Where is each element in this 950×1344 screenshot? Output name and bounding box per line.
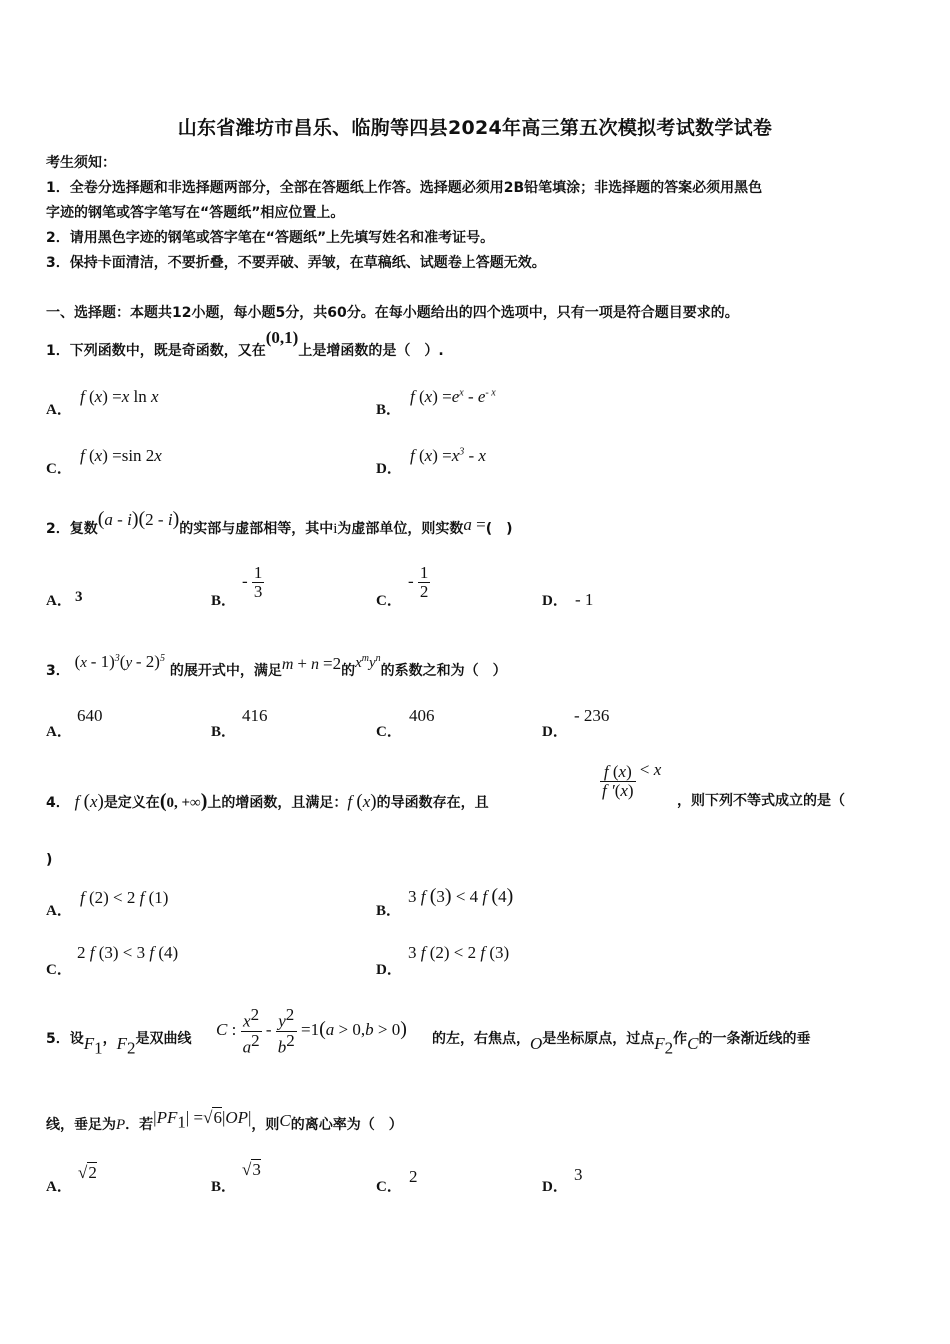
q5-condition: $|PF_1| =√6|OP|$ [153, 1108, 252, 1132]
q1-option-c-math: f (x) =sin 2x [80, 446, 162, 465]
q2-text-part3: 为虚部单位，则实数 [337, 521, 464, 537]
q4-close-paren: ) [46, 852, 53, 868]
q5-text-line2 [46, 1108, 403, 1138]
q3-number: 3． [46, 663, 70, 679]
q4-option-b-label: B． [376, 903, 402, 919]
q2-option-d-value: - 1 [575, 590, 594, 609]
q3-option-c-label: C． [376, 724, 402, 740]
q2-text-part4: ( ) [485, 521, 513, 537]
q2-text [46, 508, 513, 539]
q4-option-b-math: 3 f (3) < 4 f (4) [408, 885, 514, 907]
notice-line-1a: 1．全卷分选择题和非选择题两部分，全部在答题纸上作答。选择题必须用2B铅笔填涂；非选择题的答案必须用黑色 [46, 180, 763, 196]
q5-text-part8: 线，垂足为 [46, 1117, 116, 1133]
q5-C-2: C [279, 1111, 291, 1130]
q2-option-d-label: D． [542, 593, 568, 609]
q5-text-line1-cont [432, 1028, 811, 1058]
q2-var-a: a = [463, 515, 486, 534]
q1-option-b-math: f $(x) =e^x - e^{- x}$ [410, 387, 496, 406]
q3-text-part2: 的 [341, 663, 356, 679]
q5-text-part6: 作 [673, 1031, 688, 1047]
q2-text-part2: 的实部与虚部相等，其中 [179, 521, 334, 537]
q5-F2-point: $F_2$ [654, 1034, 674, 1058]
q3-option-d-value: - 236 [574, 706, 610, 725]
q5-text-part11: 的离心率为（ ） [290, 1117, 403, 1133]
q1-interval: (0,1) [265, 328, 299, 347]
q4-text-part3: 的导函数存在，且 [376, 795, 489, 811]
q4-text [46, 790, 489, 813]
q3-condition: m + n =2 [281, 654, 342, 673]
q5-option-a-label: A． [46, 1179, 72, 1195]
q5-text-part7: 的一条渐近线的垂 [698, 1031, 811, 1047]
q3-option-b-value: 416 [242, 706, 268, 725]
q4-option-a-math: f (2) < 2 f (1) [80, 888, 169, 907]
q2-option-a-label: A． [46, 593, 72, 609]
q2-text-part1: 2．复数 [46, 521, 98, 537]
q3-text [46, 652, 507, 680]
q3-text-part3: 的系数之和为（ ） [380, 663, 507, 679]
q3-term: $x^my^n$ [355, 653, 381, 671]
q1-text-part1: 1．下列函数中，既是奇函数，又在 [46, 343, 266, 359]
q1-option-a-label: A． [46, 402, 72, 418]
q4-option-c-label: C． [46, 962, 72, 978]
q5-hyperbola-equation: C : $\frac{x^2}{a^2}$ - $\frac{y^2}{b^2}$ =1(a > 0,b > 0) [216, 1005, 407, 1057]
q1-option-d-math: f $(x) =x^3 - x$ [410, 446, 486, 465]
q5-text-part3: 是双曲线 [135, 1031, 192, 1047]
q2-option-a-value: 3 [75, 589, 83, 605]
q1-text [46, 328, 444, 360]
q1-option-c-label: C． [46, 461, 72, 477]
q4-fx-2: f (x) [347, 791, 377, 812]
q3-binomial-expression: (x - 1)$^3$(y - 2)$^5$ [74, 652, 165, 671]
q2-option-b-math: - $\frac{1}{3}$ [242, 563, 263, 601]
q5-text-part2: ， [102, 1031, 117, 1047]
notice-line-3: 3．保持卡面清洁，不要折叠，不要弄破、弄皱，在草稿纸、试题卷上答题无效。 [46, 255, 546, 271]
q5-O: O [530, 1034, 543, 1053]
q4-condition-fraction: $\frac{f (x)}{f '(x)}$ < x [602, 760, 662, 800]
q5-text-line1 [46, 1028, 192, 1058]
q3-option-b-label: B． [211, 724, 237, 740]
section-heading: 一、选择题：本题共12小题，每小题5分，共60分。在每小题给出的四个选项中，只有一项是符合题目要求的。 [46, 305, 739, 321]
q5-P: P [116, 1117, 126, 1133]
q3-text-part1: 的展开式中，满足 [169, 663, 282, 679]
q5-option-c-value: 2 [409, 1167, 418, 1186]
q2-option-c-label: C． [376, 593, 402, 609]
q5-text-part5: 是坐标原点，过点 [542, 1031, 655, 1047]
q1-option-a-math: f (x) =x ln x [80, 387, 159, 406]
q5-F1: $F_1$ [83, 1034, 103, 1058]
q5-option-d-label: D． [542, 1179, 568, 1195]
q5-option-c-label: C． [376, 1179, 402, 1195]
q2-imaginary-unit: i [333, 521, 338, 537]
q4-number: 4． [46, 795, 70, 811]
q1-option-b-label: B． [376, 402, 402, 418]
q5-text-part10: ，则 [251, 1117, 280, 1133]
q4-domain: (0, +∞) [159, 790, 208, 812]
q5-option-b-label: B． [211, 1179, 237, 1195]
q2-option-b-label: B． [211, 593, 237, 609]
q4-text-part2: 上的增函数，且满足： [207, 795, 348, 811]
q2-option-c-math: - $\frac{1}{2}$ [408, 563, 429, 601]
q4-text-part1: 是定义在 [103, 795, 160, 811]
q1-option-d-label: D． [376, 461, 402, 477]
notice-heading: 考生须知： [46, 155, 116, 171]
notice-line-1b: 字迹的钢笔或答字笔写在“答题纸”相应位置上。 [46, 205, 345, 221]
q4-option-d-math: 3 f (2) < 2 f (3) [408, 943, 510, 962]
q4-text-part4: ，则下列不等式成立的是（ [677, 793, 845, 809]
q5-text-part9: ．若 [125, 1117, 154, 1133]
q5-option-b-math: √3 [242, 1160, 261, 1179]
q3-option-a-label: A． [46, 724, 72, 740]
q5-F2: $F_2$ [116, 1034, 136, 1058]
q4-option-a-label: A． [46, 903, 72, 919]
q3-option-a-value: 640 [77, 706, 103, 725]
notice-line-2: 2．请用黑色字迹的钢笔或答字笔在“答题纸”上先填写姓名和准考证号。 [46, 230, 495, 246]
q4-option-c-math: 2 f (3) < 3 f (4) [77, 943, 179, 962]
q5-text-part1: 5．设 [46, 1031, 84, 1047]
q4-option-d-label: D． [376, 962, 402, 978]
q5-text-part4: 的左，右焦点， [432, 1031, 530, 1047]
q4-fx-1: f (x) [74, 791, 104, 812]
q5-option-a-math: √2 [78, 1163, 97, 1182]
q3-option-d-label: D． [542, 724, 568, 740]
q3-option-c-value: 406 [409, 706, 435, 725]
q5-option-d-value: 3 [574, 1165, 583, 1184]
page-title: 山东省潍坊市昌乐、临朐等四县2024年高三第五次模拟考试数学试卷 [177, 117, 773, 139]
q5-C: C [687, 1034, 699, 1053]
q1-text-part2: 上是增函数的是（ ）. [298, 343, 444, 359]
q2-complex-expression: (a - i)(2 - i) [97, 508, 180, 530]
